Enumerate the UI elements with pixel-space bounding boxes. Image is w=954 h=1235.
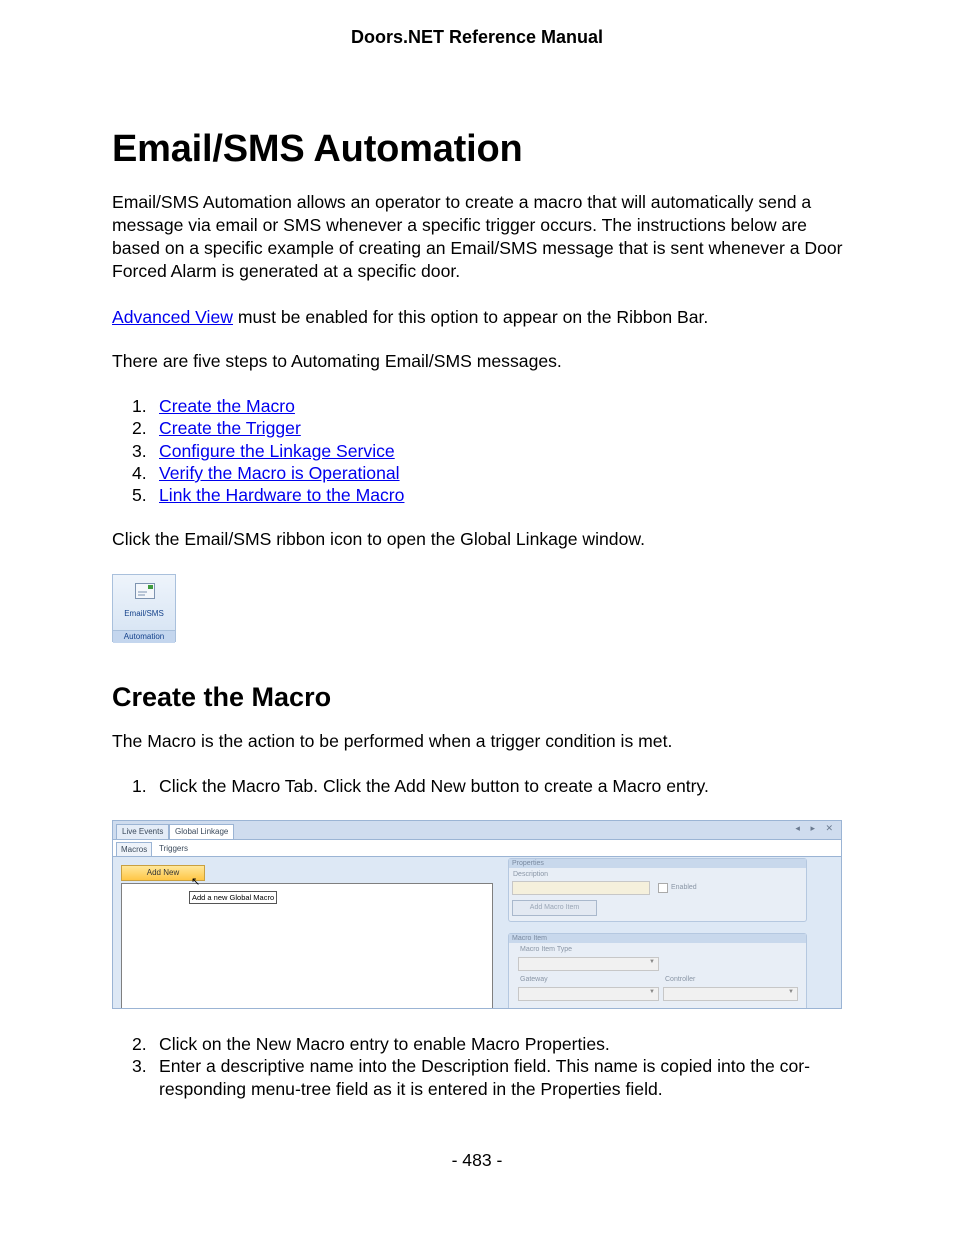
step-link-configure-linkage[interactable]: Configure the Linkage Service bbox=[159, 440, 395, 461]
properties-group-title: Properties bbox=[509, 859, 806, 868]
step-text: Enter a descriptive name into the Description field. This name is copied into the cor- responding menu-tree field as it is entered in the Properties field. bbox=[159, 1056, 810, 1100]
step-text: Click on the New Macro entry to enable Macro Properties. bbox=[159, 1034, 610, 1054]
add-new-tooltip: Add a new Global Macro bbox=[189, 891, 277, 904]
ribbon-instruction: Click the Email/SMS ribbon icon to open the Global Linkage window. bbox=[112, 529, 645, 549]
chevron-down-icon: ▼ bbox=[649, 959, 655, 965]
subsection-intro: The Macro is the action to be performed when a trigger condition is met. bbox=[112, 731, 673, 751]
document-tab-bar bbox=[113, 821, 841, 840]
macro-item-type-label: Macro Item Type bbox=[520, 946, 573, 953]
tab-triggers[interactable]: Triggers bbox=[159, 844, 189, 853]
controller-label: Controller bbox=[665, 976, 696, 983]
step-link-verify-macro[interactable]: Verify the Macro is Operational bbox=[159, 462, 400, 483]
steps-intro: There are five steps to Automating Email/SMS messages. bbox=[112, 351, 562, 371]
step-link-create-macro[interactable]: Create the Macro bbox=[159, 396, 295, 416]
macro-list[interactable] bbox=[121, 883, 493, 1009]
step-number: 3. bbox=[132, 440, 147, 461]
add-macro-item-button[interactable]: Add Macro Item bbox=[512, 900, 597, 916]
advanced-view-note-text: must be enabled for this option to appear on the Ribbon Bar. bbox=[232, 307, 709, 327]
controller-select[interactable] bbox=[663, 987, 798, 1001]
section-intro: Email/SMS Automation allows an operator to create a macro that will automatically send a message via email or SMS whenever a specific trigger occurs. The instructions below are based on a specific example of creating an Email/SMS message that is sent whenever a Door Forced Alarm is generated at a specific door. bbox=[112, 192, 843, 281]
step-number: 1. bbox=[132, 776, 147, 796]
advanced-view-link[interactable]: Advanced View bbox=[112, 307, 233, 327]
add-new-button[interactable]: Add New bbox=[121, 865, 205, 881]
page-number: - 483 - bbox=[451, 1150, 503, 1170]
chevron-down-icon: ▼ bbox=[649, 989, 655, 995]
sub-tab-bar bbox=[113, 840, 841, 857]
ribbon-button-label: Email/SMS bbox=[124, 609, 164, 618]
gateway-select[interactable] bbox=[518, 987, 659, 1001]
step-number: 3. bbox=[132, 1056, 147, 1077]
advanced-view-note bbox=[112, 306, 852, 329]
list-item bbox=[112, 395, 852, 417]
step-number: 1. bbox=[132, 396, 147, 416]
step-number: 5. bbox=[132, 485, 147, 506]
list-item bbox=[112, 440, 852, 462]
chevron-down-icon: ▼ bbox=[788, 989, 794, 995]
ribbon-group-label: Automation bbox=[113, 630, 175, 643]
cursor-icon: ↖ bbox=[191, 876, 201, 888]
list-item bbox=[112, 1055, 852, 1101]
properties-group bbox=[508, 858, 807, 922]
step-number: 4. bbox=[132, 462, 147, 483]
list-item bbox=[112, 462, 852, 484]
macro-item-type-select[interactable] bbox=[518, 957, 659, 971]
tab-global-linkage[interactable]: Global Linkage bbox=[169, 824, 234, 839]
step-number: 2. bbox=[132, 1034, 147, 1054]
macro-item-group-title: Macro Item bbox=[509, 934, 806, 943]
tab-macros[interactable]: Macros bbox=[116, 842, 152, 856]
step-text: Click the Macro Tab. Click the Add New button to create a Macro entry. bbox=[159, 776, 709, 796]
steps-list bbox=[112, 395, 852, 506]
running-header: Doors.NET Reference Manual bbox=[350, 27, 604, 47]
email-sms-ribbon-button[interactable] bbox=[112, 574, 176, 642]
macro-item-group bbox=[508, 933, 807, 1009]
section-title: Email/SMS Automation bbox=[112, 128, 523, 170]
list-item bbox=[112, 775, 852, 797]
list-item bbox=[112, 417, 852, 439]
step-number: 2. bbox=[132, 418, 147, 439]
enabled-checkbox[interactable] bbox=[658, 883, 668, 893]
email-sms-icon bbox=[135, 583, 155, 599]
tab-live-events[interactable]: Live Events bbox=[116, 824, 169, 839]
description-label: Description bbox=[513, 871, 549, 878]
description-field[interactable] bbox=[512, 881, 650, 895]
step-link-link-hardware[interactable]: Link the Hardware to the Macro bbox=[159, 485, 405, 506]
list-item bbox=[112, 1033, 852, 1055]
step-link-create-trigger[interactable]: Create the Trigger bbox=[159, 418, 301, 439]
list-item bbox=[112, 484, 852, 506]
gateway-label: Gateway bbox=[520, 976, 548, 983]
subsection-title: Create the Macro bbox=[112, 682, 332, 712]
global-linkage-screenshot bbox=[112, 820, 842, 1009]
macro-steps-list-continued bbox=[112, 1033, 852, 1101]
macro-steps-list bbox=[112, 775, 852, 797]
enabled-label: Enabled bbox=[671, 884, 697, 891]
window-controls[interactable]: ◂ ▸ ✕ bbox=[795, 823, 837, 833]
